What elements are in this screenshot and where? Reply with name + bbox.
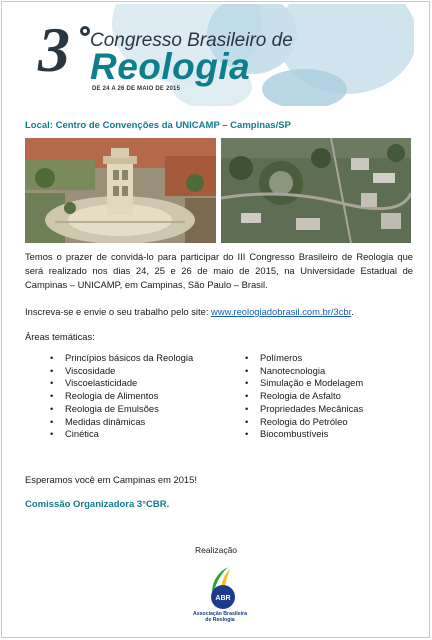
list-item: • Simulação e Modelagem — [245, 377, 363, 390]
list-item: • Viscosidade — [50, 365, 193, 378]
campinas-square-photo — [25, 138, 216, 243]
list-item: • Nanotecnologia — [245, 365, 363, 378]
banner-reologia: Reologia — [90, 46, 251, 87]
list-item: • Medidas dinâmicas — [50, 416, 193, 429]
signup-line — [25, 305, 413, 319]
signup-period: . — [351, 306, 354, 317]
list-item: • Biocombustíveis — [245, 428, 363, 441]
list-item: • Polímeros — [245, 352, 363, 365]
logo-name: Associação Brasileira de Reologia — [193, 611, 247, 623]
areas-list-left — [50, 352, 193, 441]
event-location: Local: Centro de Convenções da UNICAMP – Campinas/SP — [25, 120, 291, 131]
abr-logo — [200, 565, 246, 635]
closing-line: Esperamos você em Campinas em 2015! — [25, 474, 197, 485]
organizing-committee: Comissão Organizadora 3°CBR. — [25, 499, 170, 510]
intro-paragraph: Temos o prazer de convidá-lo para participar do III Congresso Brasileiro de Reologia que será realizado nos dias 24, 25 e 26 de maio de 2015, na Universidade Estadual de Campinas – UNICAMP, em Campinas, São Paulo – Brasil. — [25, 251, 413, 290]
list-item: • Viscoelasticidade — [50, 377, 193, 390]
list-item: • Reologia de Asfalto — [245, 390, 363, 403]
realizacao-label: Realização — [194, 545, 238, 555]
list-item: • Propriedades Mecânicas — [245, 403, 363, 416]
logo-abbr: ABR — [215, 595, 231, 602]
list-item: • Princípios básicos da Reologia — [50, 352, 193, 365]
unicamp-aerial-photo — [221, 138, 411, 243]
event-website-link[interactable]: www.reologiadobrasil.com.br/3cbr — [211, 306, 352, 317]
areas-title: Áreas temáticas: — [25, 331, 95, 342]
list-item: • Reologia do Petróleo — [245, 416, 363, 429]
signup-text: Inscreva-se e envie o seu trabalho pelo site: — [25, 306, 212, 317]
event-banner — [22, 4, 414, 106]
list-item: • Reologia de Emulsões — [50, 403, 193, 416]
banner-dates: DE 24 A 26 DE MAIO DE 2015 — [92, 86, 181, 92]
banner-number: 3 — [38, 14, 70, 85]
list-item: • Cinética — [50, 428, 193, 441]
areas-list-right — [245, 352, 363, 441]
banner-degree-mark — [80, 26, 90, 36]
list-item: • Reologia de Alimentos — [50, 390, 193, 403]
banner-congresso: Congresso Brasileiro de — [90, 30, 293, 51]
